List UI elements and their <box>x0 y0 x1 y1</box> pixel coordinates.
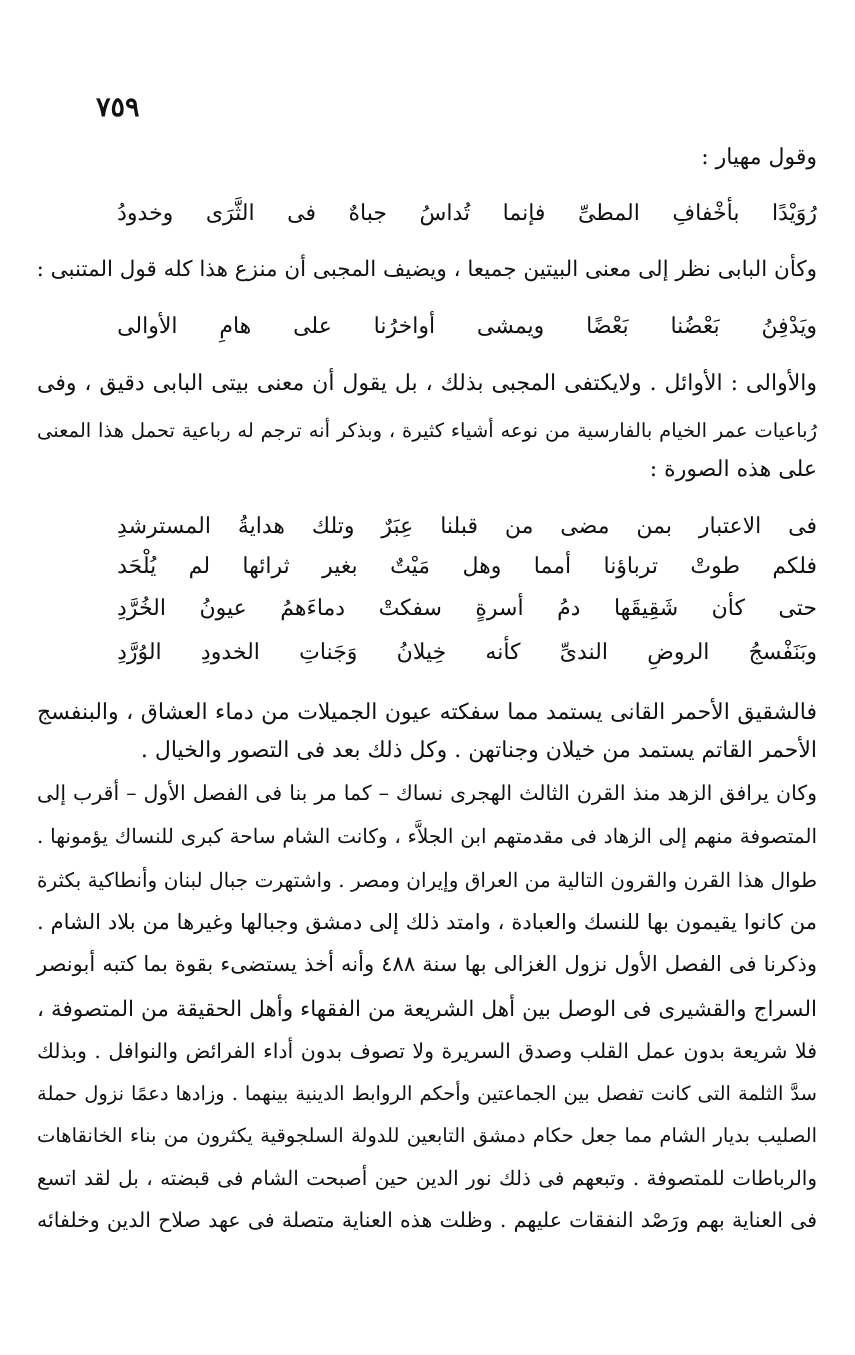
verse-word: وَجَناتِ <box>299 640 358 665</box>
verse-word: ويَدْفِنُ <box>761 314 817 339</box>
paragraph-4-line: وذكرنا فى الفصل الأول نزول الغزالى بها سنة ٤٨٨ وأنه أخذ يستضىء بقوة بما كتبه أبونصر <box>37 952 818 976</box>
verse-word: وهل <box>462 554 502 579</box>
verse-word: وخدودُ <box>117 201 174 226</box>
paragraph-4-line: من كانوا يقيمون بها للنسك والعبادة ، وامتد ذلك إلى دمشق وجبالها وغيرها من بلاد الشام . <box>37 910 817 934</box>
verse-intro: وقول مهيار : <box>701 145 817 170</box>
verse-word: بَعْضًا <box>586 314 629 339</box>
paragraph-4-line: طوال هذا القرن والقرون التالية من العراق وإيران ومصر . واشتهرت جبال لبنان وأنطاكية بكثرة <box>37 868 817 892</box>
verse-word: الثَّرَى <box>205 201 255 226</box>
verse-word: كأن <box>711 596 745 621</box>
verse-word: جباهٌ <box>348 201 387 226</box>
verse-word: تُداسُ <box>419 201 471 226</box>
verse-word: فى <box>287 201 316 226</box>
verse-word: المطىِّ <box>577 201 640 226</box>
verse-word: المسترشدِ <box>117 514 211 539</box>
verse-word: بأخْفافِ <box>672 201 740 226</box>
verse-word: فإنما <box>502 201 546 226</box>
verse-word: الوُرَّدِ <box>117 640 162 665</box>
paragraph-4-line: المتصوفة منهم إلى الزهاد فى مقدمتهم ابن الجلاَّء ، وكانت الشام ساحة كبرى للنساك يؤمونها . <box>37 824 817 848</box>
paragraph-4-line: السراج والقشيرى فى الوصل بين أهل الشريعة من الفقهاء وأهل الحقيقة من المتصوفة ، <box>37 997 817 1022</box>
verse-word: قبلنا <box>440 514 478 539</box>
verse-word: الخدودِ <box>200 640 260 665</box>
verse-word: أسرةٍ <box>475 596 524 621</box>
verse-word: على <box>293 314 332 339</box>
quatrain-line <box>117 556 817 578</box>
page-number: ٧٥٩ <box>96 92 140 123</box>
verse-word: حتى <box>778 596 817 621</box>
verse-word: دماءَهمُ <box>280 596 346 621</box>
paragraph-4-line: فى العناية بهم ورَصْد النفقات عليهم . وظلت هذه العناية متصلة فى عهد صلاح الدين وخلفائه <box>37 1208 817 1232</box>
verse-word: الروضِ <box>647 640 710 665</box>
verse-word: هامِ <box>219 314 252 339</box>
paragraph-2-line: رُباعيات عمر الخيام بالفارسية من نوعه أشياء كثيرة ، وبذكر أنه ترجم له رباعية تحمل هذا المعنى <box>37 419 817 442</box>
verse-word: فلكم <box>772 554 817 579</box>
paragraph-3-line: فالشقيق الأحمر القانى يستمد مما سفكته عيون الجميلات من دماء العشاق ، والبنفسج <box>37 700 817 725</box>
verse-word: بَعْضُنا <box>670 314 720 339</box>
verse-word: يُلْحَد <box>117 554 157 579</box>
verse-word: الأوالى <box>117 314 178 339</box>
verse-word: من <box>504 514 534 539</box>
paragraph-4-line: الصليب بديار الشام مما جعل حكام دمشق التابعين للدولة السلجوقية يكثرون من بناء الخانقاهات <box>37 1124 817 1147</box>
verse-word: عِبَرٌ <box>381 514 414 539</box>
verse-word: ترباؤنا <box>603 554 659 579</box>
verse-word: لم <box>188 554 211 579</box>
paragraph-4-line: وكان يرافق الزهد منذ القرن الثالث الهجرى نساك – كما مر بنا فى الفصل الأول – أقرب إلى <box>37 781 817 805</box>
verse-word: بمن <box>636 514 672 539</box>
paragraph-2-line: والأوالى : الأوائل . ولايكتفى المجبى بذلك ، بل يقول أن معنى بيتى البابى دقيق ، وفى <box>37 371 817 396</box>
verse-word: خِيلانُ <box>396 640 447 665</box>
verse-word: الخُرَّدِ <box>117 596 166 621</box>
paragraph-1-line: وكأن البابى نظر إلى معنى البيتين جميعا ، ويضيف المجبى أن منزع هذا كله قول المتنبى : <box>36 257 817 282</box>
verse-word: بغير <box>322 554 358 579</box>
verse-word: طوتْ <box>690 554 741 579</box>
verse-word: مَيْتٌ <box>390 554 431 579</box>
verse-word: هدايةُ <box>237 514 286 539</box>
verse-word: سفكتْ <box>378 596 442 621</box>
paragraph-3-line: الأحمر القاتم يستمد من خيلان وجناتهن . وكل ذلك بعد فى التصور والخيال . <box>140 738 817 763</box>
verse-word: كأنه <box>485 640 521 665</box>
verse-word: الاعتبار <box>698 514 762 539</box>
quatrain-line <box>117 642 817 664</box>
paragraph-4-line: والرباطات للمتصوفة . وتبعهم فى ذلك نور الدين حين أصبحت الشام فى قبضته ، بل لقد اتسع <box>37 1166 817 1190</box>
verse-word: أواخرُنا <box>373 314 436 339</box>
verse-word: مضى <box>560 514 610 539</box>
verse-word: ثرائها <box>242 554 290 579</box>
quatrain-line <box>117 598 817 620</box>
verse-word: فى <box>788 514 817 539</box>
verse-word: شَقِيقَها <box>613 596 679 621</box>
verse-mutanabbi <box>117 316 817 338</box>
quatrain-line <box>117 516 817 538</box>
paragraph-2-line: على هذه الصورة : <box>649 457 817 482</box>
paragraph-4-line: فلا شريعة بدون عمل القلب وصدق السريرة ولا تصوف بدون أداء الفرائض والنوافل . وبذلك <box>37 1039 817 1063</box>
verse-word: رُوَيْدًا <box>771 201 817 226</box>
paragraph-4-line: سدَّ الثلمة التى كانت تفصل بين الجماعتين وأحكم الروابط الدينية بينهما . وزادها دعمًا نزول حملة <box>37 1082 817 1105</box>
verse-word: عيونُ <box>199 596 247 621</box>
verse-word: وبَنَفْسجُ <box>748 640 817 665</box>
verse-word: وتلك <box>311 514 355 539</box>
verse-word: ويمشى <box>476 314 545 339</box>
verse-word: الندىِّ <box>559 640 608 665</box>
verse-mihyar <box>117 203 817 225</box>
verse-word: دمُ <box>557 596 581 621</box>
verse-word: أمما <box>533 554 572 579</box>
